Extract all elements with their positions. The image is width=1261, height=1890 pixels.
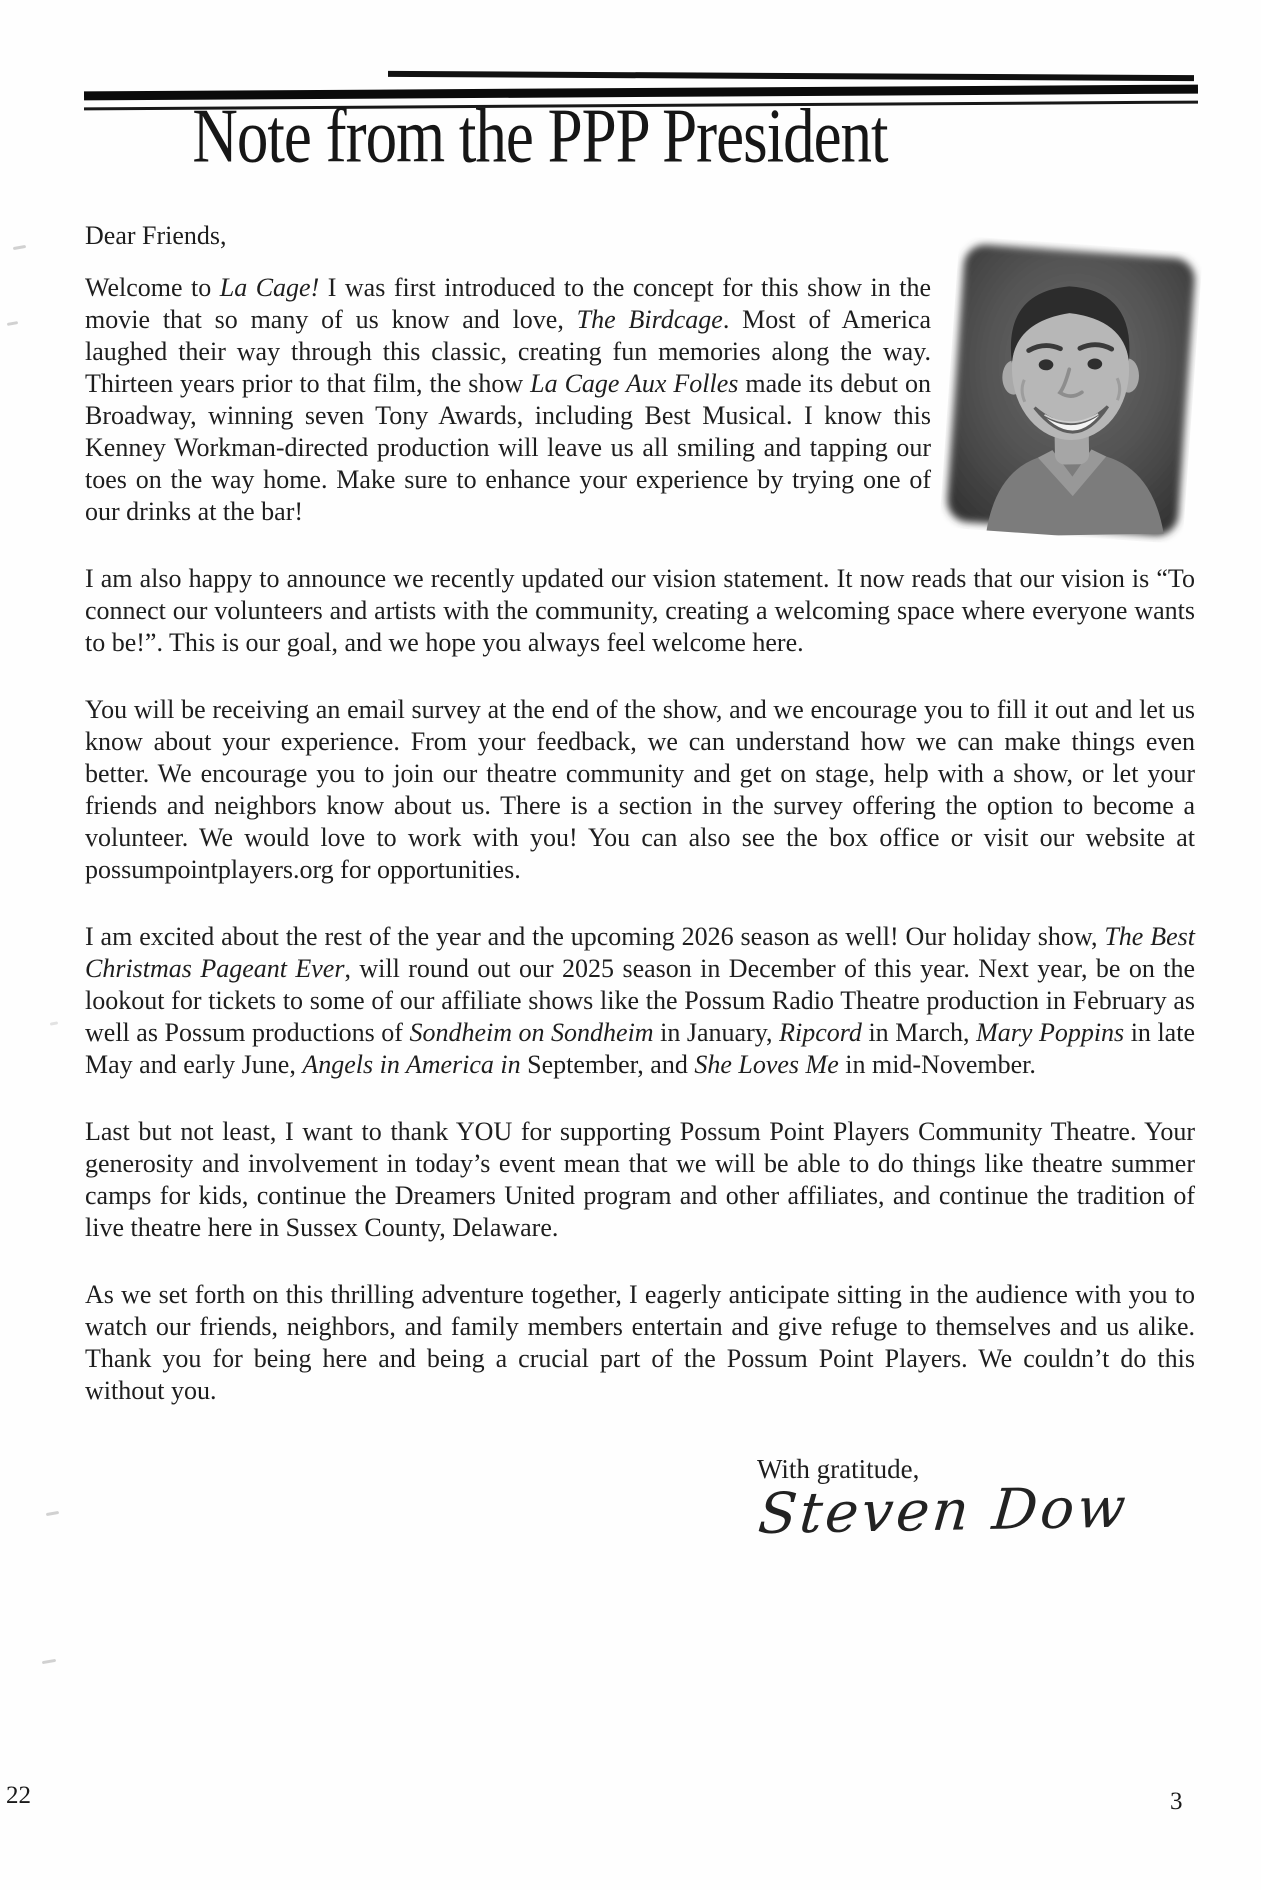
show-title-italic: The Best Christmas Pageant Ever: [85, 922, 1195, 983]
page-title-wrap: [85, 92, 1195, 179]
letter-paragraph: [85, 921, 1195, 1081]
show-title-italic: Ripcord: [779, 1018, 862, 1047]
page-title: Note from the PPP President: [192, 93, 888, 179]
masthead-rule-upper: [388, 71, 1194, 81]
show-title-italic: Sondheim on Sondheim: [409, 1018, 654, 1047]
paragraph-text: You will be receiving an email survey at the end of the show, and we encourage you to fill it out and let us know about your experience. From your feedback, we can understand how we can make things even better. We encourage you to join our theatre community and get on stage, help with a show, or let your friends and neighbors know about us. There is a section in the survey offering the option to become a volunteer. We would love to work with you! You can also see the box office or visit our website at possumpointplayers.org for opportunities.: [85, 695, 1195, 884]
paragraph-text: in March,: [861, 1018, 977, 1047]
letter-paragraph: [85, 694, 1195, 886]
paragraph-text: I am excited about the rest of the year and the upcoming 2026 season as well! Our holiday show,: [85, 922, 1105, 951]
paragraph-text: in January,: [653, 1018, 780, 1047]
show-title-italic: Angels in America in: [302, 1050, 521, 1079]
paragraph-text: September, and: [520, 1050, 695, 1079]
salutation: Dear Friends,: [85, 221, 227, 250]
signature: Steven Dow: [755, 1475, 1132, 1547]
letter-paragraph: [85, 563, 1195, 659]
show-title-italic: La Cage!: [219, 273, 320, 302]
paragraph-text: made its debut on Broadway, winning seven Tony Awards, including Best Musical. I know this Kenney Workman-directed production will leave us all smiling and tapping our toes on the way home. Make sure to enhance your experience by trying one of our drinks at the bar!: [85, 369, 931, 526]
paragraph-text: , will round out our 2025 season in December of this year. Next year, be on the lookout for tickets to some of our affiliate shows like the Possum Radio Theatre production in February as well as Possum productions of: [85, 954, 1195, 1047]
scan-artifact: [46, 1511, 59, 1516]
letter-body: [85, 220, 1195, 1547]
paragraph-text: As we set forth on this thrilling adventure together, I eagerly anticipate sitting in the audience with you to watch our friends, neighbors, and family members entertain and give refuge to themselves and us alike. Thank you for being here and being a crucial part of the Possum Point Players. We couldn’t do this without you.: [85, 1280, 1195, 1405]
letter-paragraph: [85, 1116, 1195, 1244]
closing-line: With gratitude,: [757, 1454, 920, 1484]
portrait-illustration: [939, 236, 1203, 544]
paragraph-text: Last but not least, I want to thank YOU for supporting Possum Point Players Community Theatre. Your generosity and involvement in today’s event mean that we will be able to do things like theatre summer camps for kids, continue the Dreamers United program and other affiliates, and continue the tradition of live theatre here in Sussex County, Delaware.: [85, 1117, 1195, 1242]
show-title-italic: The Birdcage: [576, 305, 723, 334]
scan-artifact: [42, 1659, 56, 1664]
paragraph-text: in late May and early June,: [85, 1018, 1195, 1079]
paragraph-text: I am also happy to announce we recently updated our vision statement. It now reads that our vision is “To connect our volunteers and artists with the community, creating a welcoming space where everyone wants to be!”. This is our goal, and we hope you always feel welcome here.: [85, 564, 1195, 657]
scan-artifact: [50, 1021, 58, 1025]
page-number-right: 3: [1170, 1788, 1183, 1815]
show-title-italic: Mary Poppins: [976, 1018, 1125, 1047]
show-title-italic: La Cage Aux Folles: [530, 369, 739, 398]
scan-artifact: [13, 245, 26, 250]
scan-artifact: [7, 321, 18, 326]
paragraph-text: I was first introduced to the concept for this show in the movie that so many of us know and love,: [85, 273, 931, 334]
president-headshot-photo: [939, 236, 1203, 544]
paragraph-text: in mid-November.: [838, 1050, 1036, 1079]
closing-block: [755, 1453, 1195, 1547]
letter-paragraph: [85, 1279, 1195, 1407]
paragraph-text: . Most of America laughed their way through this classic, creating fun memories along the way. Thirteen years prior to that film, the show: [85, 305, 931, 398]
page-number-left: 22: [6, 1782, 31, 1809]
show-title-italic: She Loves Me: [694, 1050, 839, 1079]
paragraph-text: Welcome to: [85, 273, 220, 302]
